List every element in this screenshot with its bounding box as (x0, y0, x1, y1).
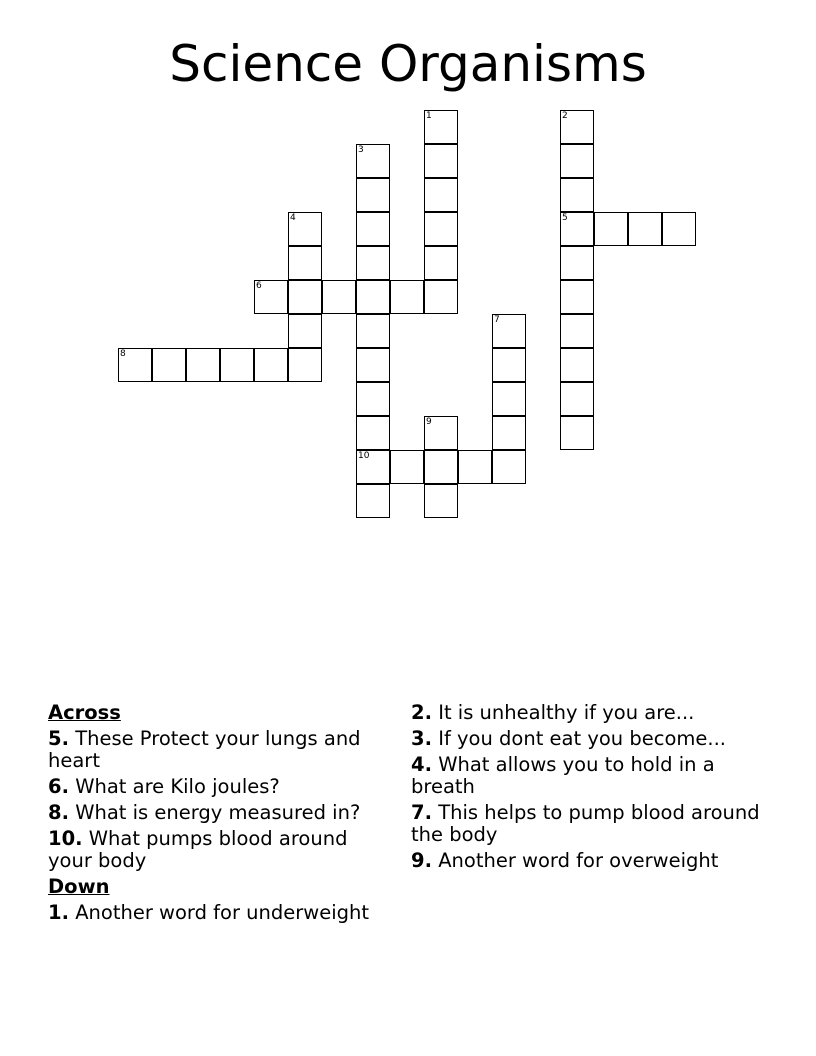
crossword-cell[interactable] (560, 246, 594, 280)
page-title: Science Organisms (169, 35, 647, 93)
cell-number: 9 (426, 417, 432, 427)
cell-number: 2 (562, 111, 568, 121)
clue-across-8: 8. What is energy measured in? (48, 801, 361, 824)
cell-number: 1 (426, 111, 432, 121)
clue-across-10: 10. What pumps blood around your body (48, 827, 348, 872)
crossword-cell[interactable] (356, 450, 390, 484)
crossword-cell[interactable] (492, 416, 526, 450)
crossword-cell[interactable] (254, 280, 288, 314)
crossword-cell[interactable] (220, 348, 254, 382)
crossword-cell[interactable] (424, 110, 458, 144)
crossword-cell[interactable] (458, 450, 492, 484)
crossword-cell[interactable] (628, 212, 662, 246)
clue-down-2: 2. It is unhealthy if you are... (411, 701, 695, 724)
crossword-cell[interactable] (254, 348, 288, 382)
crossword-cell[interactable] (492, 314, 526, 348)
crossword-cell[interactable] (288, 348, 322, 382)
crossword-cell[interactable] (424, 246, 458, 280)
crossword-cell[interactable] (560, 382, 594, 416)
crossword-cell[interactable] (560, 314, 594, 348)
crossword-cell[interactable] (356, 348, 390, 382)
clue-across-6: 6. What are Kilo joules? (48, 775, 280, 798)
crossword-cell[interactable] (288, 246, 322, 280)
crossword-cell[interactable] (390, 280, 424, 314)
across-heading: Across (48, 701, 121, 724)
crossword-cell[interactable] (186, 348, 220, 382)
crossword-cell[interactable] (560, 178, 594, 212)
crossword-cell[interactable] (424, 144, 458, 178)
cell-number: 4 (290, 213, 296, 223)
crossword-cell[interactable] (560, 280, 594, 314)
crossword-cell[interactable] (288, 314, 322, 348)
cell-number: 10 (358, 451, 370, 461)
clue-down-1: 1. Another word for underweight (48, 901, 370, 924)
cell-number: 5 (562, 213, 568, 223)
crossword-cell[interactable] (424, 212, 458, 246)
crossword-cell[interactable] (356, 484, 390, 518)
crossword-cell[interactable] (594, 212, 628, 246)
crossword-cell[interactable] (560, 110, 594, 144)
crossword-cell[interactable] (492, 382, 526, 416)
clues-right-column (411, 702, 781, 876)
clues-left-column (48, 702, 388, 928)
crossword-cell[interactable] (356, 212, 390, 246)
clue-across-5: 5. These Protect your lungs and heart (48, 727, 361, 772)
cell-number: 6 (256, 281, 262, 291)
crossword-cell[interactable] (118, 348, 152, 382)
crossword-cell[interactable] (560, 212, 594, 246)
crossword-cell[interactable] (356, 280, 390, 314)
clue-down-4: 4. What allows you to hold in a breath (411, 753, 715, 798)
down-heading: Down (48, 875, 110, 898)
crossword-cell[interactable] (356, 144, 390, 178)
crossword-cell[interactable] (424, 178, 458, 212)
crossword-cell[interactable] (424, 280, 458, 314)
clue-down-3: 3. If you dont eat you become... (411, 727, 726, 750)
clue-down-9: 9. Another word for overweight (411, 849, 719, 872)
crossword-cell[interactable] (662, 212, 696, 246)
crossword-cell[interactable] (356, 314, 390, 348)
crossword-cell[interactable] (560, 348, 594, 382)
crossword-cell[interactable] (356, 246, 390, 280)
crossword-cell[interactable] (492, 450, 526, 484)
crossword-cell[interactable] (356, 382, 390, 416)
crossword-cell[interactable] (288, 212, 322, 246)
crossword-cell[interactable] (424, 484, 458, 518)
cell-number: 3 (358, 145, 364, 155)
crossword-cell[interactable] (424, 450, 458, 484)
clue-down-7: 7. This helps to pump blood around the body (411, 801, 760, 846)
cell-number: 7 (494, 315, 500, 325)
crossword-cell[interactable] (322, 280, 356, 314)
crossword-cell[interactable] (560, 144, 594, 178)
crossword-cell[interactable] (288, 280, 322, 314)
crossword-cell[interactable] (356, 178, 390, 212)
crossword-cell[interactable] (424, 416, 458, 450)
crossword-cell[interactable] (356, 416, 390, 450)
crossword-cell[interactable] (560, 416, 594, 450)
crossword-cell[interactable] (492, 348, 526, 382)
crossword-cell[interactable] (390, 450, 424, 484)
crossword-cell[interactable] (152, 348, 186, 382)
cell-number: 8 (120, 349, 126, 359)
